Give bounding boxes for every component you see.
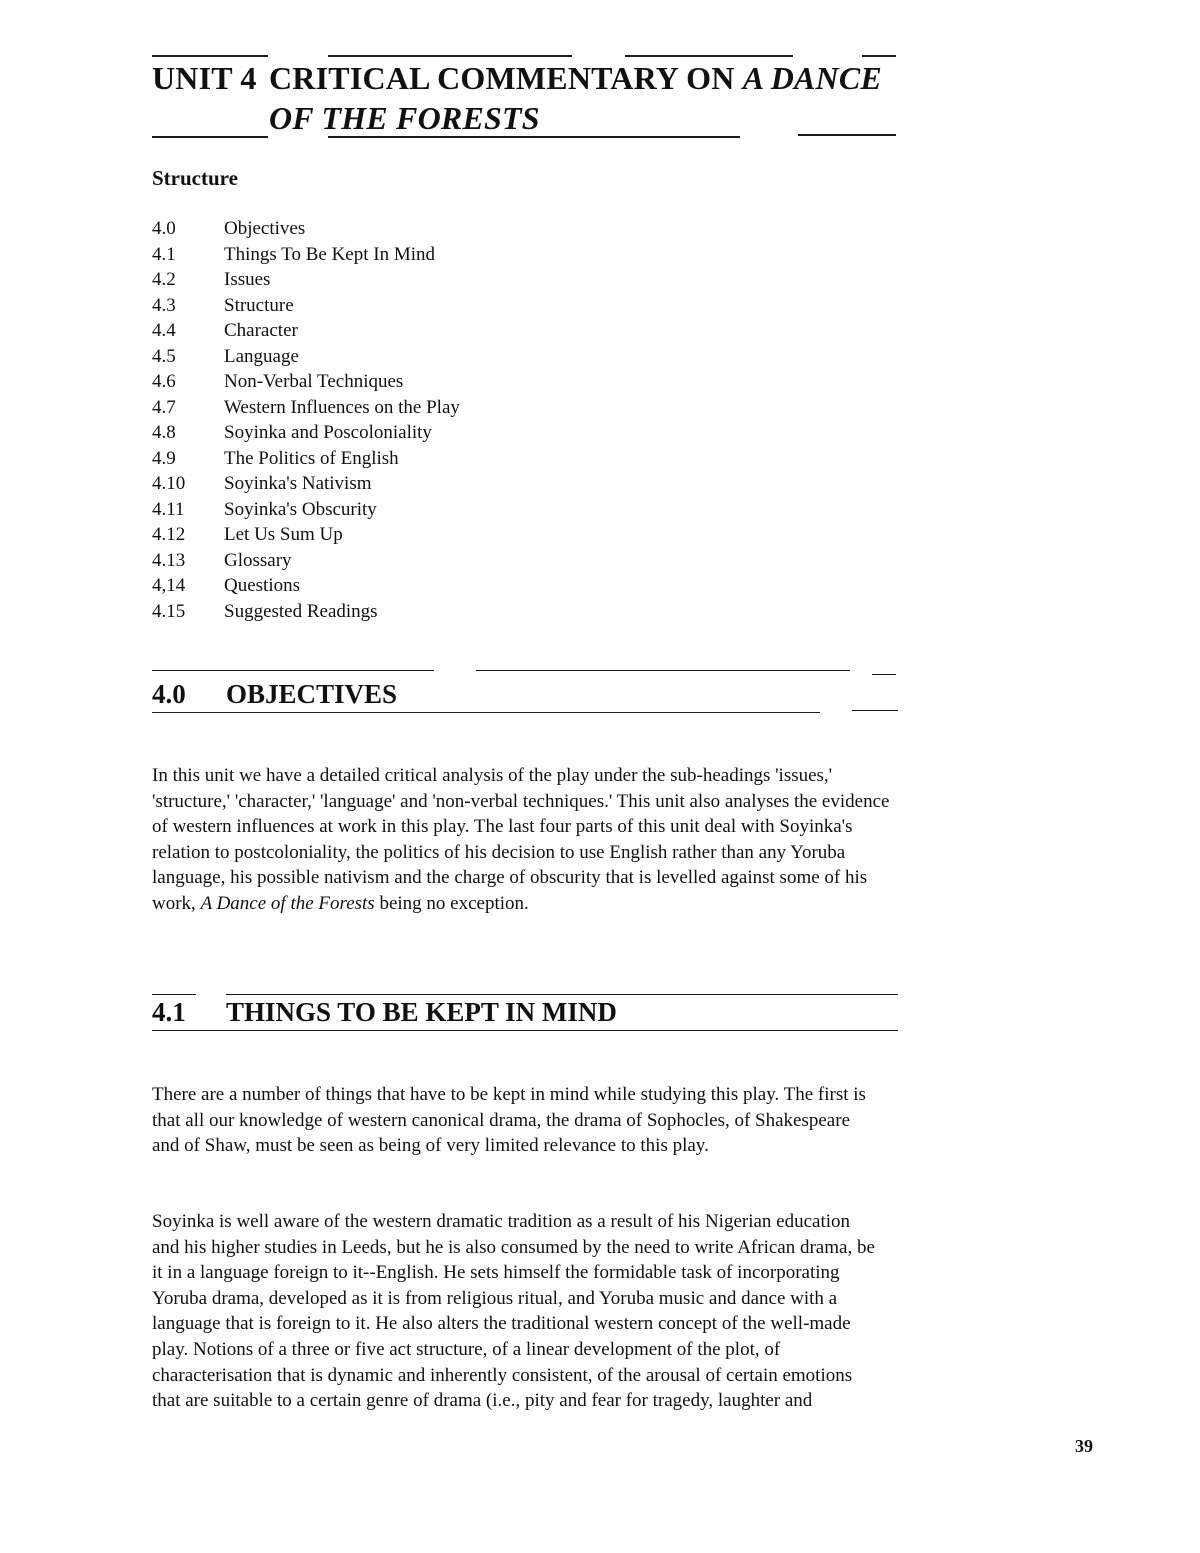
item-number: 4.13 <box>152 549 186 571</box>
item-number: 4.3 <box>152 294 176 316</box>
section-heading-objectives <box>152 678 397 710</box>
section-title: THINGS TO BE KEPT IN MIND <box>226 997 617 1027</box>
item-label: Questions <box>224 575 300 596</box>
objectives-bottom-rule-2 <box>852 710 898 711</box>
item-number: 4.10 <box>152 473 186 494</box>
things-top-rule-2 <box>226 994 898 995</box>
title-top-rule-3 <box>625 55 793 57</box>
play-title-italic: A Dance of the Forests <box>200 892 375 914</box>
item-label: Objectives <box>224 218 306 239</box>
item-number: 4.8 <box>152 422 176 443</box>
list-item <box>152 420 460 446</box>
item-number: 4,14 <box>152 575 186 596</box>
list-item <box>152 395 460 421</box>
item-number: 4.0 <box>152 218 176 239</box>
item-number: 4.2 <box>152 269 176 290</box>
objectives-paragraph: In this unit we have a detailed critical analysis of the play under the sub-headings 'issues,' 'structure,' 'character,' 'language' and 'non-verbal techniques.' This unit also analyses the evidence of western influences at work in this play. The last four parts of this unit deal with Soyinka's relation to postcoloniality, the politics of his decision to use English rather than any Yoruba language, his possible nativism and the charge of obscurity that is levelled against some of his work, A Dance of the Forests being no exception. <box>152 765 890 914</box>
item-label: Soyinka's Obscurity <box>224 498 377 520</box>
item-label: Let Us Sum Up <box>224 524 343 545</box>
list-item <box>152 242 460 268</box>
unit-title-italic-1: A DANCE <box>742 60 882 96</box>
section-number: 4.1 <box>152 997 186 1027</box>
item-label: Issues <box>224 269 271 290</box>
list-item <box>152 293 460 319</box>
unit-title-line1: CRITICAL COMMENTARY ON <box>269 60 743 96</box>
list-item <box>152 573 460 599</box>
item-number: 4.7 <box>152 396 176 418</box>
things-paragraph-1: There are a number of things that have to be kept in mind while studying this play. The first is that all our knowledge of western canonical drama, the drama of Sophocles, of Shakespeare and of Shaw, must be seen as being of very limited relevance to this play. <box>152 1084 866 1157</box>
objectives-bottom-rule-1 <box>152 712 820 713</box>
item-label: Suggested Readings <box>224 600 378 622</box>
item-label: Western Influences on the Play <box>224 396 460 418</box>
structure-heading: Structure <box>152 166 238 190</box>
things-paragraph-2: Soyinka is well aware of the western dramatic tradition as a result of his Nigerian education and his higher studies in Leeds, but he is also consumed by the need to write African drama, be it in a language foreign to it--English. He sets himself the formidable task of incorporating Yoruba drama, developed as it is from religious ritual, and Yoruba music and dance with a language that is foreign to it. He also alters the traditional western concept of the well-made play. Notions of a three or five act structure, of a linear development of the plot, of characterisation that is dynamic and inherently consistent, of the arousal of certain emotions that are suitable to a certain genre of drama (i.e., pity and fear for tragedy, laughter and <box>152 1211 875 1412</box>
section-number: 4.0 <box>152 679 186 709</box>
unit-number: UNIT 4 <box>152 60 257 96</box>
things-bottom-rule <box>152 1030 898 1031</box>
things-top-rule-1 <box>152 994 196 995</box>
item-label: The Politics of English <box>224 447 399 469</box>
section-heading-things <box>152 996 617 1028</box>
unit-title <box>152 58 882 138</box>
item-number: 4.6 <box>152 371 176 392</box>
item-label: Soyinka's Nativism <box>224 473 372 494</box>
title-top-rule-2 <box>328 55 572 57</box>
item-label: Character <box>224 320 298 341</box>
item-label: Language <box>224 345 299 367</box>
objectives-top-rule-1 <box>152 670 434 671</box>
item-number: 4.12 <box>152 524 186 545</box>
unit-title-italic-2: OF THE FORESTS <box>269 100 540 136</box>
item-number: 4.4 <box>152 320 176 341</box>
objectives-top-rule-2 <box>476 670 850 671</box>
list-item <box>152 318 460 344</box>
structure-list <box>152 216 460 624</box>
page-number: 39 <box>1075 1436 1093 1456</box>
item-number: 4.11 <box>152 498 185 520</box>
item-number: 4.1 <box>152 243 176 265</box>
objectives-top-rule-3 <box>872 674 896 675</box>
item-number: 4.5 <box>152 345 176 367</box>
section-title: OBJECTIVES <box>226 679 398 709</box>
list-item <box>152 267 460 293</box>
list-item <box>152 548 460 574</box>
item-label: Glossary <box>224 549 292 571</box>
list-item <box>152 471 460 497</box>
list-item <box>152 369 460 395</box>
item-number: 4.15 <box>152 600 186 622</box>
list-item <box>152 599 460 625</box>
item-label: Non-Verbal Techniques <box>224 371 404 392</box>
list-item <box>152 497 460 523</box>
item-label: Soyinka and Poscoloniality <box>224 422 432 443</box>
title-top-rule-4 <box>862 55 896 57</box>
item-label: Structure <box>224 294 294 316</box>
list-item <box>152 344 460 370</box>
item-label: Things To Be Kept In Mind <box>224 243 436 265</box>
item-number: 4.9 <box>152 447 176 469</box>
title-top-rule-1 <box>152 55 268 57</box>
list-item <box>152 216 460 242</box>
list-item <box>152 522 460 548</box>
list-item <box>152 446 460 472</box>
